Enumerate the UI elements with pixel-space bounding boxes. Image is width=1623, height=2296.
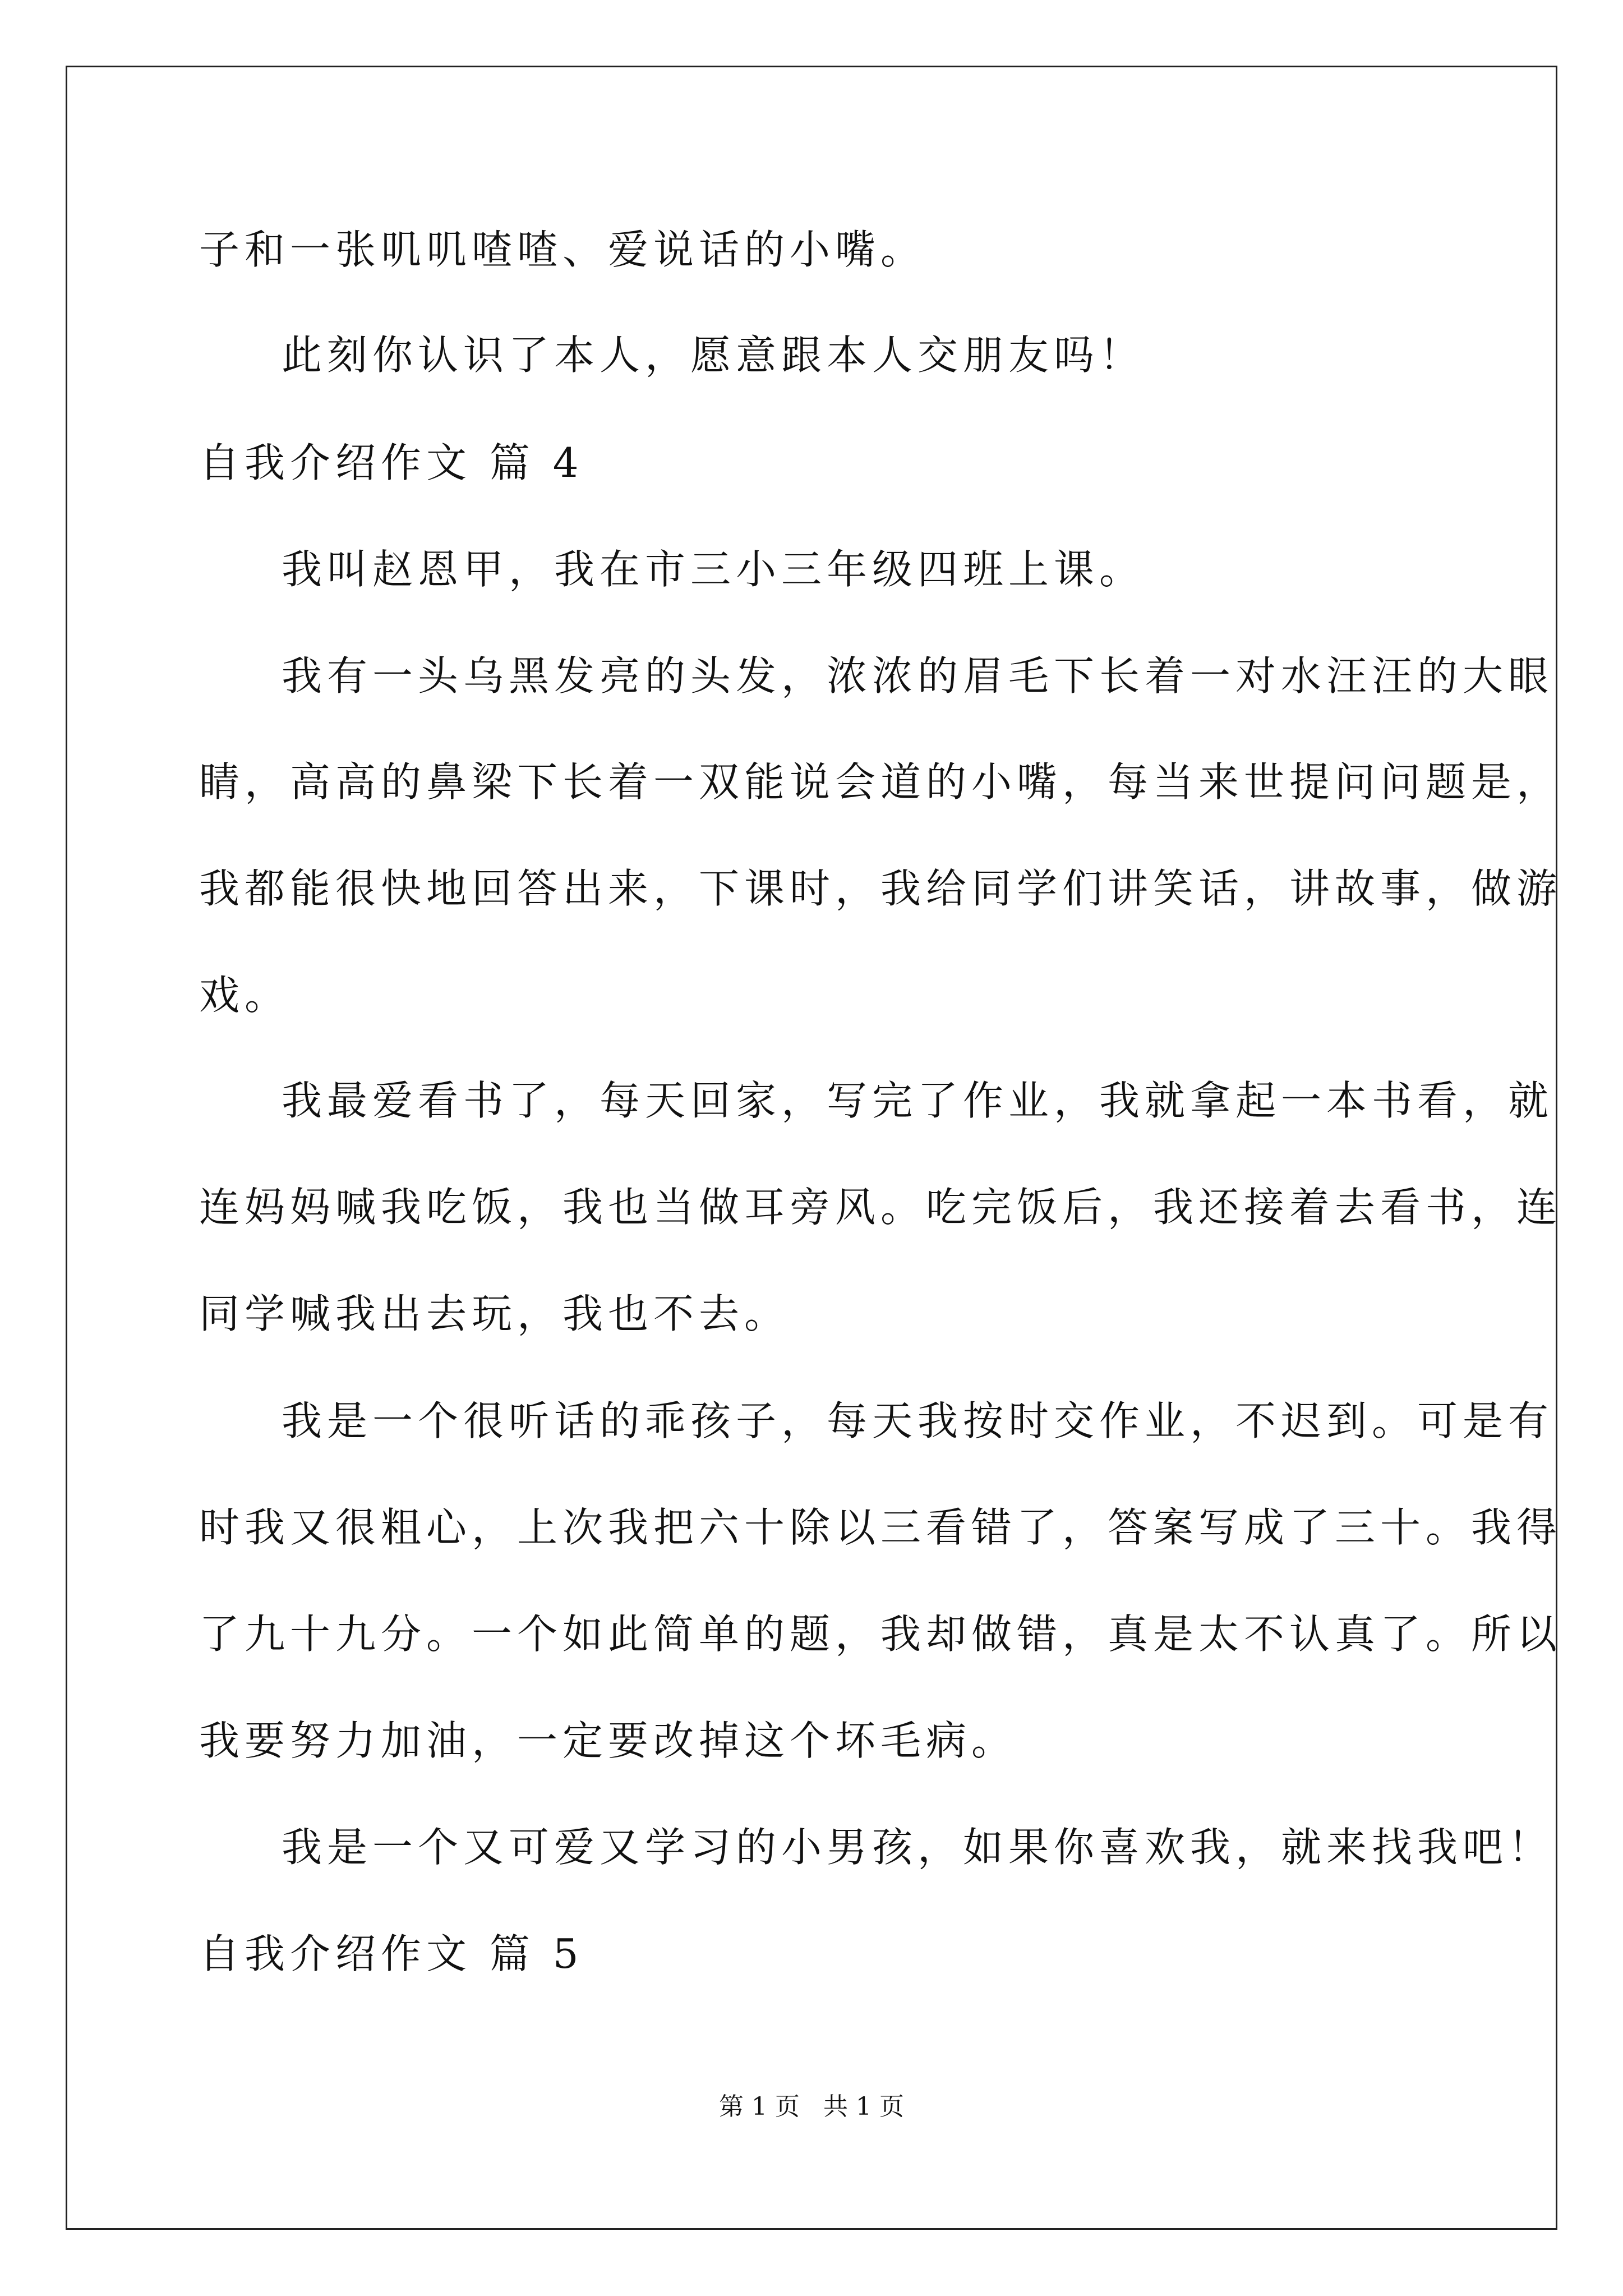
paragraph-line: 连妈妈喊我吃饭，我也当做耳旁风。吃完饭后，我还接着去看书，连 xyxy=(199,1184,1562,1231)
paragraph-line: 我是一个又可爱又学习的小男孩，如果你喜欢我，就来找我吧！ xyxy=(282,1824,1554,1871)
paragraph-line: 我叫赵恩甲，我在市三小三年级四班上课。 xyxy=(282,546,1145,593)
paragraph-line: 我要努力加油，一定要改掉这个坏毛病。 xyxy=(199,1717,1017,1764)
section-heading: 自我介绍作文 篇 5 xyxy=(199,1930,584,1977)
page-footer: 第 1 页 共 1 页 xyxy=(719,2092,904,2121)
paragraph-line: 我都能很快地回答出来，下课时，我给同学们讲笑话，讲故事，做游 xyxy=(199,865,1562,912)
paragraph-line: 子和一张叽叽喳喳、爱说话的小嘴。 xyxy=(199,226,926,273)
paragraph-line: 此刻你认识了本人，愿意跟本人交朋友吗！ xyxy=(282,332,1145,379)
paragraph-line: 时我又很粗心，上次我把六十除以三看错了，答案写成了三十。我得 xyxy=(199,1504,1562,1551)
paragraph-line: 我最爱看书了，每天回家，写完了作业，我就拿起一本书看，就 xyxy=(282,1077,1554,1124)
paragraph-line: 同学喊我出去玩，我也不去。 xyxy=(199,1290,790,1337)
paragraph-line: 了九十九分。一个如此简单的题，我却做错，真是太不认真了。所以 xyxy=(199,1611,1562,1658)
paragraph-line: 我有一头乌黑发亮的头发，浓浓的眉毛下长着一对水汪汪的大眼 xyxy=(282,652,1554,700)
page-border xyxy=(66,66,1562,2230)
paragraph-line: 睛，高高的鼻梁下长着一双能说会道的小嘴，每当来世提问问题是， xyxy=(199,758,1562,806)
section-heading: 自我介绍作文 篇 4 xyxy=(199,439,584,486)
paragraph-line: 戏。 xyxy=(199,972,291,1019)
paragraph-line: 我是一个很听话的乖孩子，每天我按时交作业，不迟到。可是有 xyxy=(282,1397,1554,1444)
